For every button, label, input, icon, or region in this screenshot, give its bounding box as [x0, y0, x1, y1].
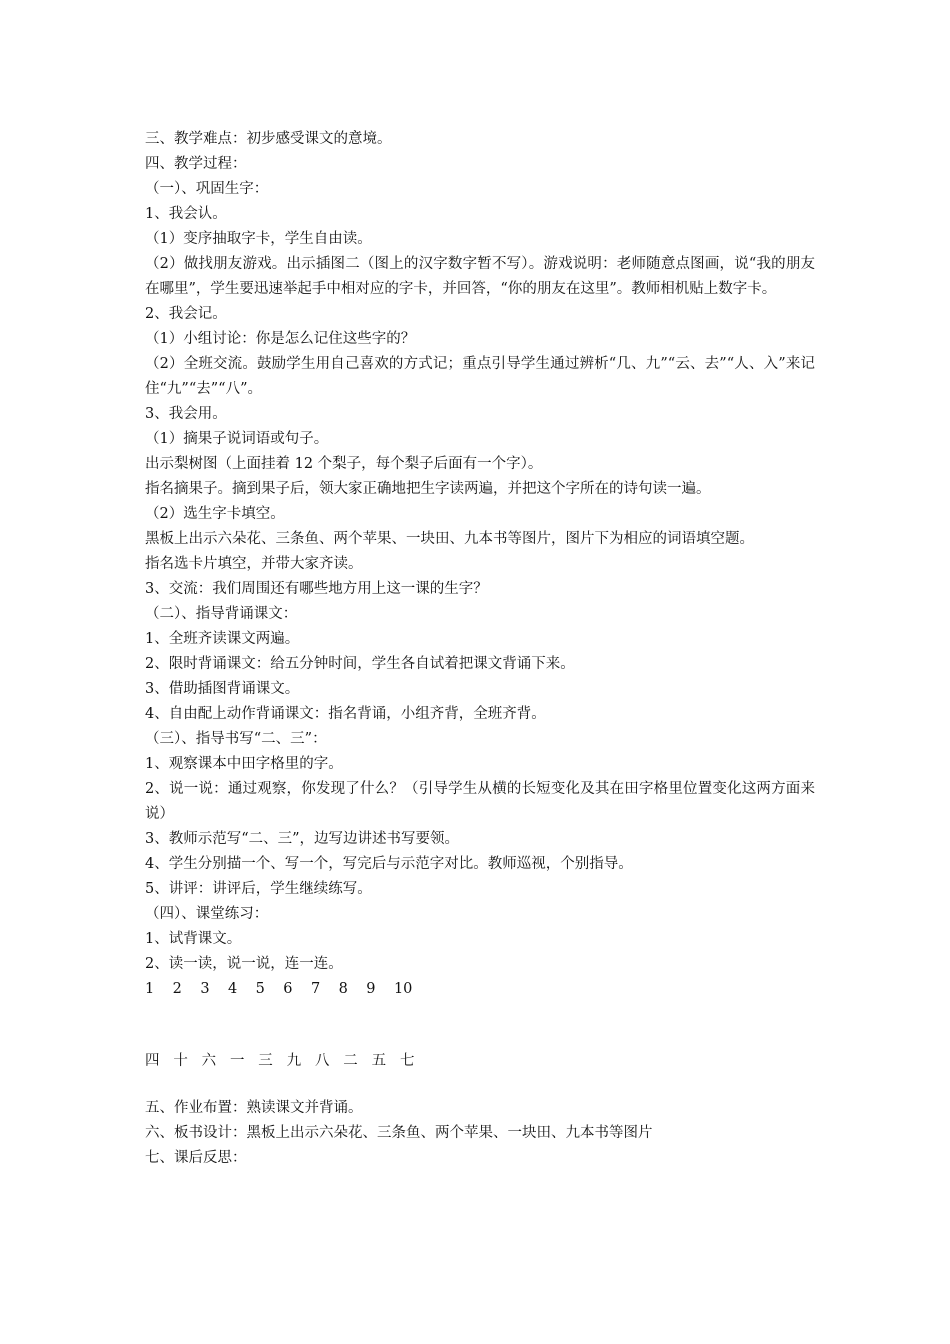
step-heading: 1、我会认。 [145, 206, 227, 222]
step-item: （2）选生字卡填空。 [145, 506, 285, 522]
subsection-heading-writing: （三）、指导书写“二、三”： [145, 731, 327, 747]
section-heading-reflection: 七、课后反思： [145, 1150, 247, 1166]
section-heading-difficulty: 三、教学难点：初步感受课文的意境。 [145, 131, 392, 147]
section-heading-homework: 五、作业布置：熟读课文并背诵。 [145, 1100, 363, 1116]
step-heading: 2、我会记。 [145, 306, 227, 322]
spacer [145, 1074, 815, 1096]
step-text: 2、读一读，说一说，连一连。 [145, 956, 343, 972]
step-item: （1）摘果子说词语或句子。 [145, 431, 329, 447]
step-paragraph: 2、说一说：通过观察，你发现了什么？（引导学生从横的长短变化及其在田字格里位置变化这两方面来说） [145, 781, 815, 822]
spacer [145, 1002, 815, 1049]
numbers-row: 1 2 3 4 5 6 7 8 9 10 [145, 981, 413, 997]
step-item: （1）小组讨论：你是怎么记住这些字的？ [145, 331, 416, 347]
step-paragraph: （2）全班交流。鼓励学生用自己喜欢的方式记；重点引导学生通过辨析“几、九”“云、去”“人、入”来记住“九”“去”“八”。 [145, 356, 815, 397]
step-text: 指名选卡片填空，并带大家齐读。 [145, 556, 363, 572]
chinese-numerals-row: 四 十 六 一 三 九 八 二 五 七 [145, 1053, 415, 1069]
step-text: 1、观察课本中田字格里的字。 [145, 756, 343, 772]
step-text: 5、讲评：讲评后，学生继续练写。 [145, 881, 372, 897]
subsection-heading-practice: （四）、课堂练习： [145, 906, 269, 922]
section-heading-board-design: 六、板书设计：黑板上出示六朵花、三条鱼、两个苹果、一块田、九本书等图片 [145, 1125, 653, 1141]
subsection-heading-consolidate: （一）、巩固生字： [145, 181, 269, 197]
step-text: 1、全班齐读课文两遍。 [145, 631, 300, 647]
step-paragraph: （2）做找朋友游戏。出示插图二（图上的汉字数字暂不写）。游戏说明：老师随意点图画，说“我的朋友在哪里”，学生要迅速举起手中相对应的字卡，并回答，“你的朋友在这里”。教师相机贴上数字卡。 [145, 256, 815, 297]
step-heading: 3、我会用。 [145, 406, 227, 422]
document-body [145, 127, 815, 1171]
step-item: （1）变序抽取字卡，学生自由读。 [145, 231, 372, 247]
step-heading: 3、交流：我们周围还有哪些地方用上这一课的生字？ [145, 581, 488, 597]
section-heading-process: 四、教学过程： [145, 156, 247, 172]
step-text: 黑板上出示六朵花、三条鱼、两个苹果、一块田、九本书等图片，图片下为相应的词语填空题。 [145, 531, 754, 547]
step-text: 出示梨树图（上面挂着 12 个梨子，每个梨子后面有一个字）。 [145, 456, 543, 472]
step-text: 3、借助插图背诵课文。 [145, 681, 300, 697]
step-text: 4、自由配上动作背诵课文：指名背诵，小组齐背，全班齐背。 [145, 706, 546, 722]
step-text: 2、限时背诵课文：给五分钟时间，学生各自试着把课文背诵下来。 [145, 656, 575, 672]
step-text: 1、试背课文。 [145, 931, 242, 947]
step-text: 4、学生分别描一个、写一个，写完后与示范字对比。教师巡视，个别指导。 [145, 856, 633, 872]
subsection-heading-recite: （二）、指导背诵课文： [145, 606, 298, 622]
step-text: 指名摘果子。摘到果子后，领大家正确地把生字读两遍，并把这个字所在的诗句读一遍。 [145, 481, 711, 497]
step-text: 3、教师示范写“二、三”，边写边讲述书写要领。 [145, 831, 460, 847]
